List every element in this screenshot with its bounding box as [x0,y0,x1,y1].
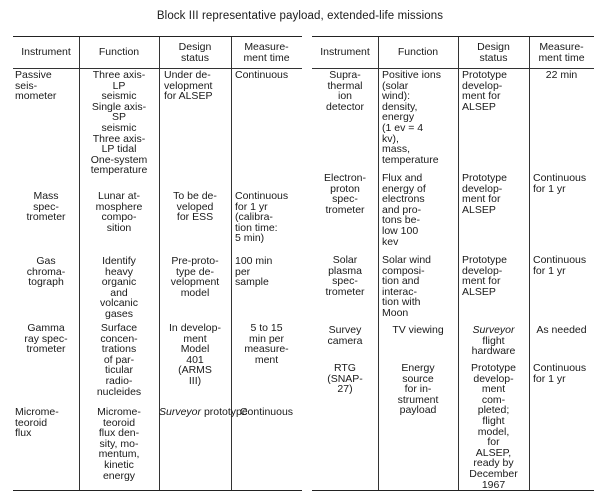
cell-measurement-time: Continuous for 1 yr (calibra- tion time: 5 min) [235,190,289,245]
header-measurement-time: Measure- ment time [243,40,290,64]
cell-function: Identify heavy organic and volcanic gases [100,255,138,320]
cell-function: Energy source for in- strument payload [397,362,439,417]
cell-design-status: Under de- velopment for ALSEP [164,69,213,103]
cell-function: Three axis- LP seismic Single axis- SP seismic Three axis- LP tidal One-system temperature [90,69,148,177]
cell-design-status: Prototype develop- ment for ALSEP [462,254,507,298]
cell-instrument: Microme- teoroid flux [15,406,59,440]
header-design-status: Design status [477,40,510,64]
cell-design-status: To be de- veloped for ESS [173,190,217,224]
cell-measurement-time: Continuous [239,406,294,418]
cell-function: Flux and energy of electrons and pro- tons be- low 100 kev [382,172,426,248]
cell-function: Microme- teoroid flux den- sity, mo- mentum, kinetic energy [97,406,141,482]
cell-instrument: Mass spec- trometer [26,190,66,224]
cell-function: TV viewing [392,324,444,336]
header-design-status: Design status [178,40,212,64]
cell-function: Lunar at- mosphere compo- sition [95,190,143,234]
cell-design-status: Prototype develop- ment com- pleted; flight model, for ALSEP, ready by December 1967 [469,362,518,491]
header-function: Function [397,46,439,58]
cell-measurement-time: Continuous [235,69,289,81]
cell-design-status: Prototype develop- ment for ALSEP [462,69,507,113]
cell-measurement-time: 5 to 15 min per measure- ment [244,322,289,366]
cell-function: Solar wind composi- tion and interac- tion with Moon [382,254,432,319]
cell-measurement-time: Continuous for 1 yr [533,362,587,385]
right-table [312,36,594,491]
cell-instrument: Electron- proton spec- trometer [323,172,366,216]
cell-instrument: Gas chroma- tograph [26,255,66,289]
cell-measurement-time: 100 min per sample [235,255,273,289]
cell-function: Surface concen- trations of par- ticular radio- nucleides [96,322,142,398]
italic-surveyor: Surveyor [159,406,202,418]
cell-function: Positive ions (solar wind): density, energy (1 ev = 4 kv), mass, temperature [382,69,441,166]
italic-surveyor: Surveyor [472,324,515,336]
cell-design-status [458,325,529,357]
cell-instrument: Solar plasma spec- trometer [325,254,365,298]
table-title: Block III representative payload, extended-life missions [156,10,444,22]
left-table [13,36,302,491]
header-measurement-time: Measure- ment time [538,40,585,64]
cell-measurement-time: 22 min [545,69,578,81]
column-divider [378,37,379,490]
cell-instrument: Passive seis- mometer [15,69,57,103]
header-function: Function [98,46,140,58]
column-divider [529,37,530,490]
header-instrument: Instrument [21,46,71,58]
cell-design-status: Prototype develop- ment for ALSEP [462,172,507,216]
cell-design-status: Pre-proto- type de- velopment model [170,255,220,299]
cell-measurement-time: Continuous for 1 yr [533,172,587,195]
cell-design-status: In develop- ment Model 401 (ARMS III) [169,322,221,387]
cell-instrument: Gamma ray spec- trometer [24,322,68,356]
design-status-text: prototype [203,406,248,418]
cell-measurement-time: As needed [536,324,587,336]
design-status-text: flight hardware [471,334,516,358]
cell-instrument: RTG (SNAP- 27) [327,362,363,396]
cell-instrument: Survey camera [327,324,363,347]
column-divider [231,37,232,490]
header-instrument: Instrument [320,46,370,58]
cell-instrument: Supra- thermal ion detector [326,69,364,113]
cell-design-status [159,406,248,418]
cell-measurement-time: Continuous for 1 yr [533,254,587,277]
